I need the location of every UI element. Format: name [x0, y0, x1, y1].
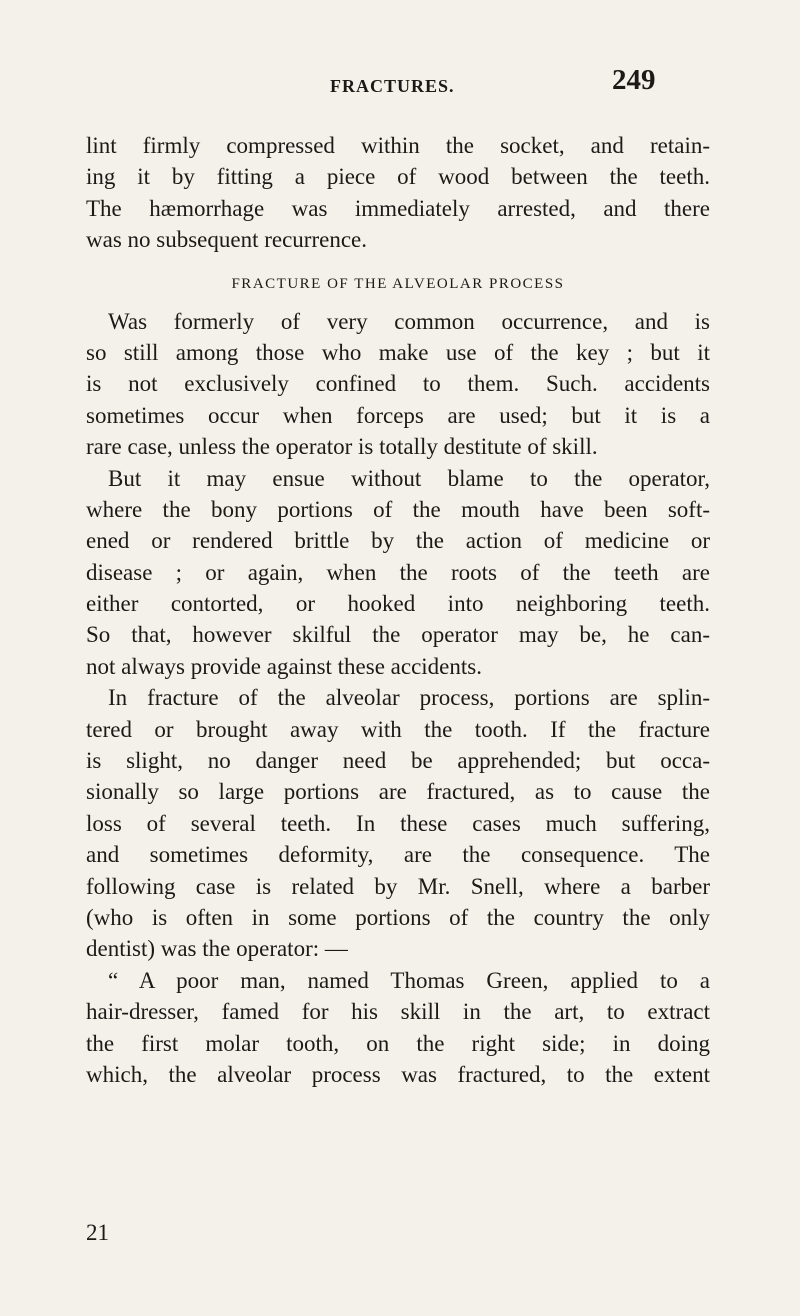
text-line: Was formerly of very common occurrence, and is	[108, 308, 710, 334]
text-line: is not exclusively confined to them. Such. accidents	[86, 371, 710, 397]
text-line: So that, however skilful the operator may be, he can-	[86, 622, 710, 648]
text-line: sometimes occur when forceps are used; but it is a	[86, 402, 710, 428]
paragraph-quotation	[86, 965, 710, 1091]
text-line: the first molar tooth, on the right side; in doing	[86, 1030, 710, 1056]
text-line: “ A poor man, named Thomas Green, applied to a	[108, 967, 710, 993]
paragraph	[86, 463, 710, 683]
text-line: ened or rendered brittle by the action of medicine or	[86, 528, 710, 554]
text-line: In fracture of the alveolar process, portions are splin-	[108, 685, 710, 711]
text-line: tered or brought away with the tooth. If the fracture	[86, 716, 710, 742]
text-line: rare case, unless the operator is totally destitute of skill.	[86, 434, 598, 460]
paragraph	[86, 682, 710, 965]
text-line: lint firmly compressed within the socket, and retain-	[86, 133, 710, 158]
text-line: hair-dresser, famed for his skill in the art, to extract	[86, 999, 710, 1025]
text-line: ing it by fitting a piece of wood between the teeth.	[86, 164, 710, 190]
text-line: was no subsequent recurrence.	[86, 227, 367, 253]
text-line: disease ; or again, when the roots of the teeth are	[86, 559, 710, 585]
text-line: dentist) was the operator: —	[86, 936, 348, 962]
text-line: not always provide against these accidents.	[86, 653, 482, 679]
page-number: 249	[612, 64, 656, 96]
paragraph	[86, 306, 710, 463]
text-line: so still among those who make use of the key ; but it	[86, 339, 710, 365]
text-line: following case is related by Mr. Snell, where a barber	[86, 873, 710, 899]
page-header	[0, 64, 800, 104]
text-line: and sometimes deformity, are the consequence. The	[86, 842, 710, 868]
paragraph-continuation	[86, 130, 710, 256]
page-body	[86, 130, 710, 1090]
text-line: (who is often in some portions of the country the only	[86, 904, 710, 930]
text-line: where the bony portions of the mouth have been soft-	[86, 496, 710, 522]
text-line: sionally so large portions are fractured, as to cause the	[86, 779, 710, 805]
text-line: either contorted, or hooked into neighboring teeth.	[86, 591, 710, 617]
text-line: But it may ensue without blame to the operator,	[108, 465, 710, 491]
running-head: FRACTURES.	[330, 76, 455, 96]
text-line: The hæmorrhage was immediately arrested, and there	[86, 195, 710, 221]
text-line: is slight, no danger need be apprehended; but occa-	[86, 748, 710, 774]
signature-mark: 21	[86, 1220, 109, 1245]
text-line: which, the alveolar process was fractured, to the extent	[86, 1061, 710, 1087]
section-heading: FRACTURE OF THE ALVEOLAR PROCESS	[231, 275, 565, 292]
text-line: loss of several teeth. In these cases much suffering,	[86, 810, 710, 836]
